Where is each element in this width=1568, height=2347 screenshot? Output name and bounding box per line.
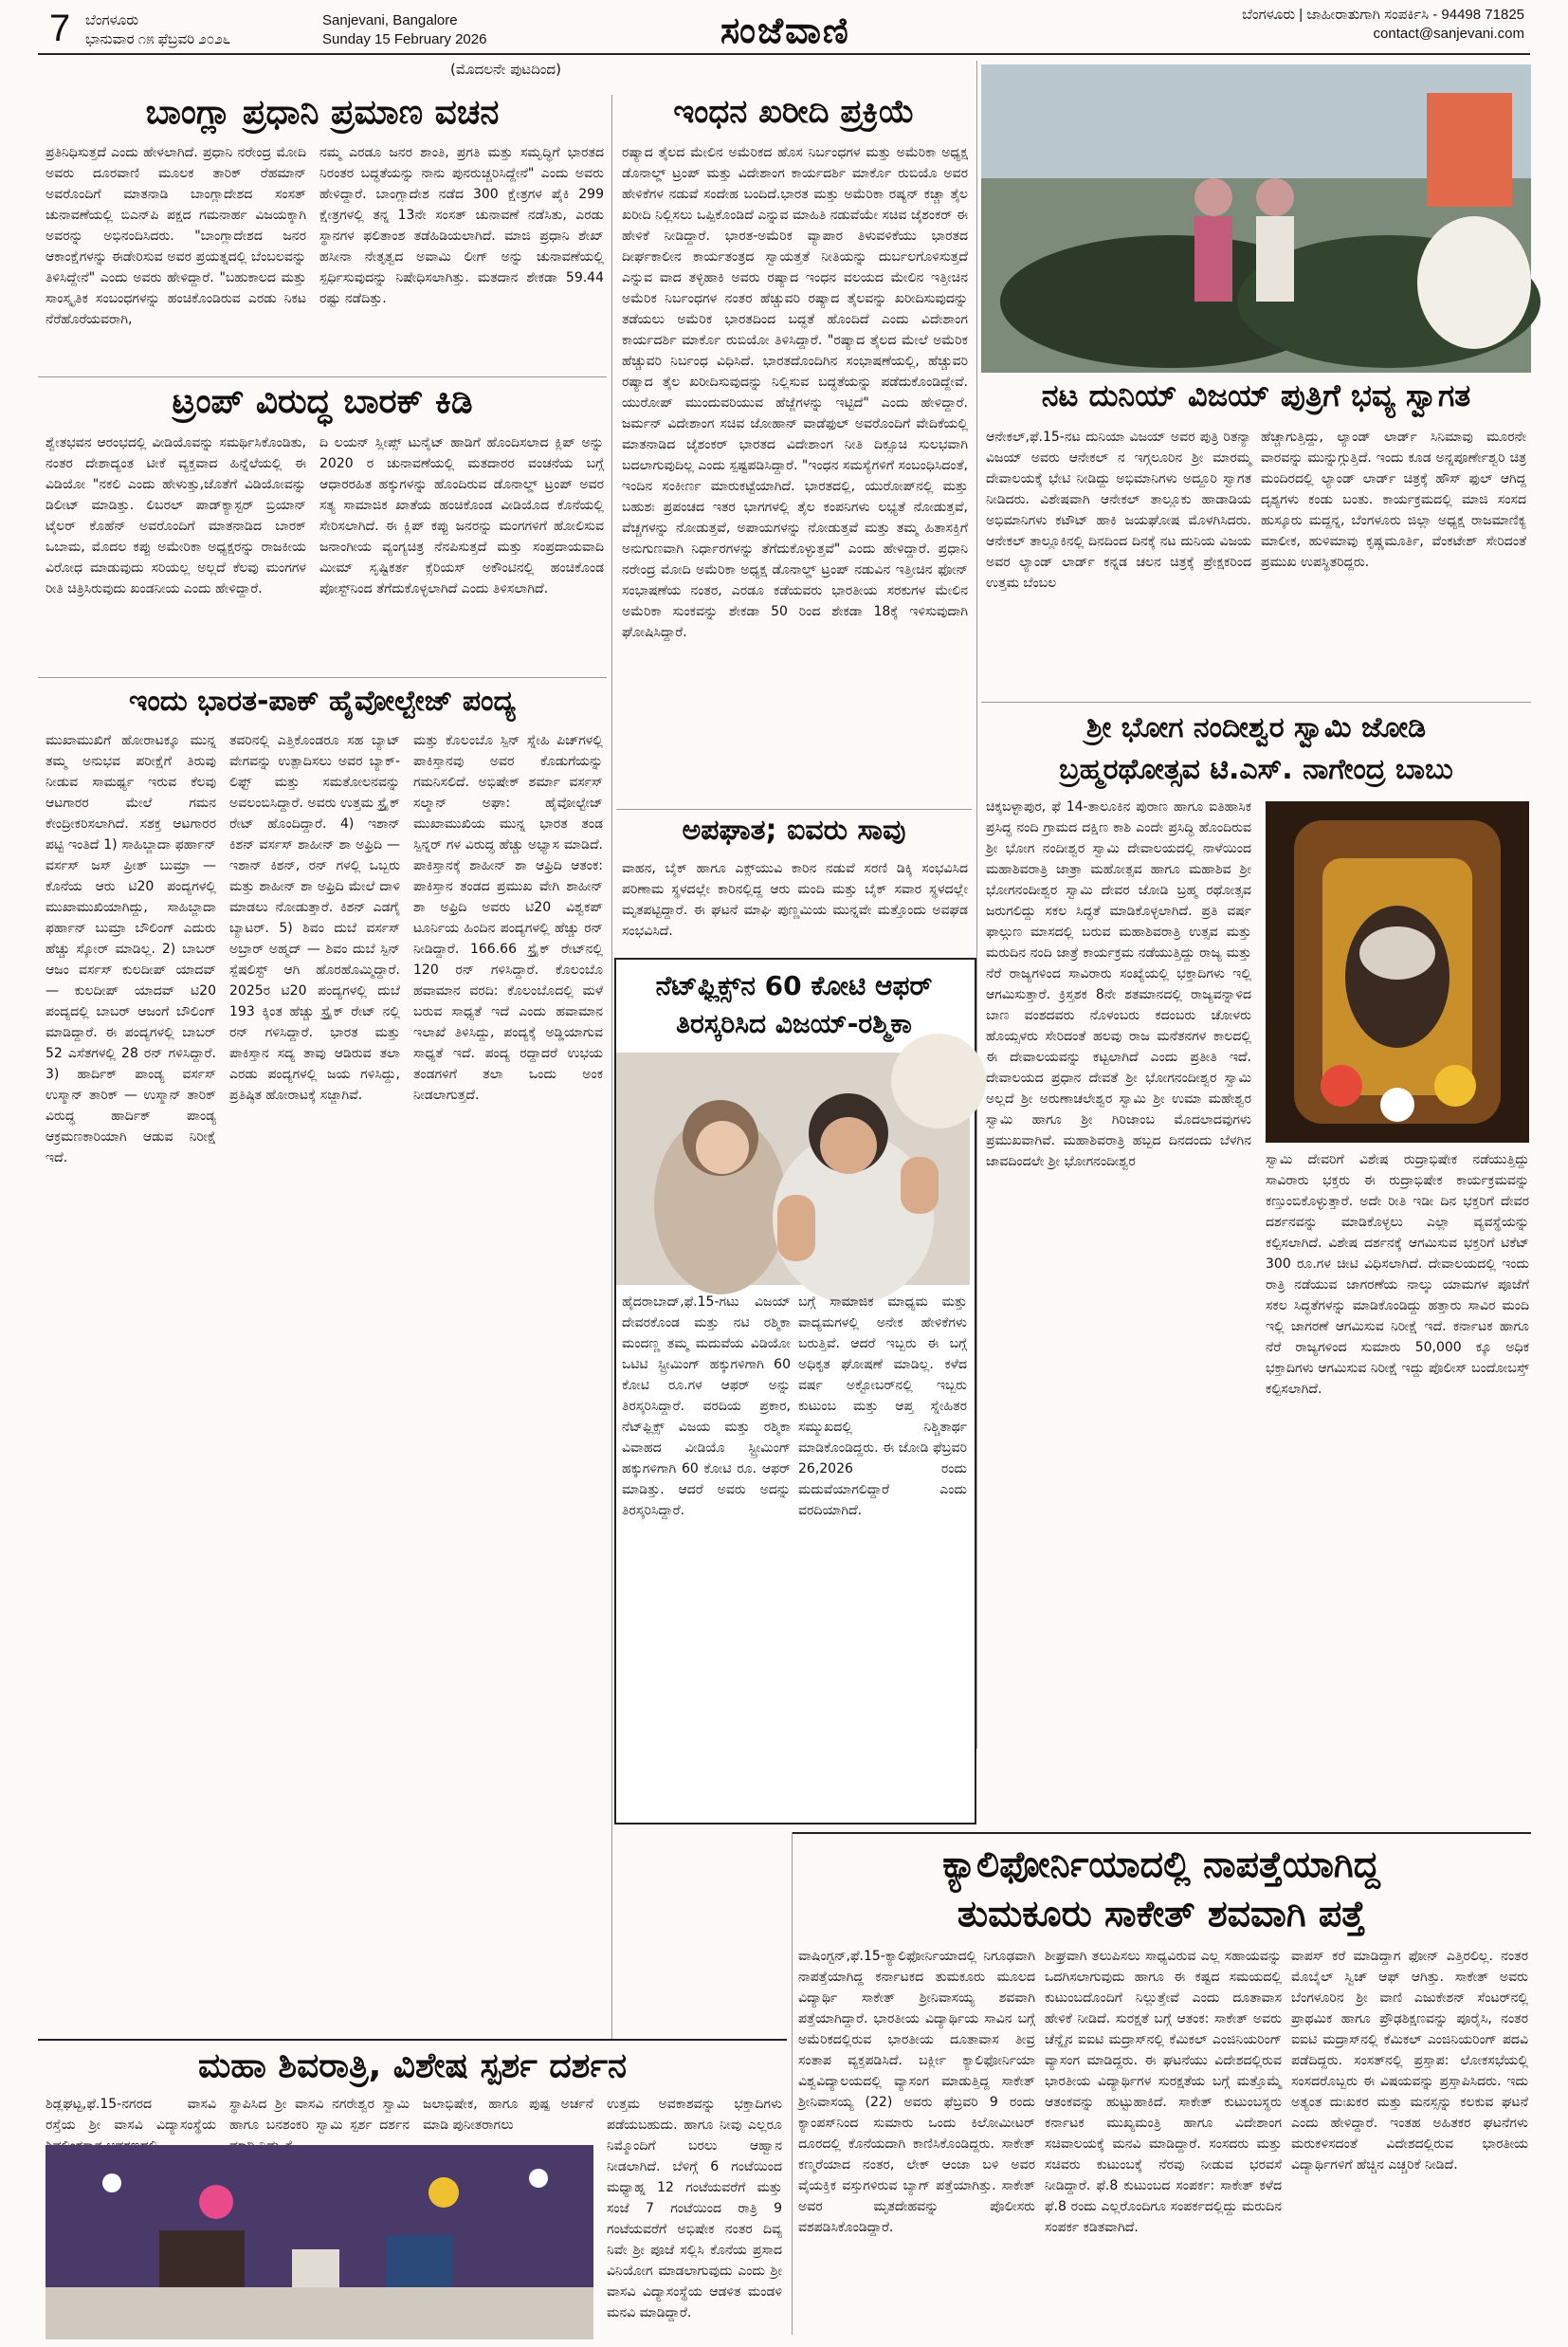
california-headline-line1: ಕ್ಯಾಲಿಫೋರ್ನಿಯಾದಲ್ಲಿ ನಾಪತ್ತೆಯಾಗಿದ್ದ: [942, 1843, 1380, 1885]
temple-headline-line1: ಶ್ರೀ ಭೋಗ ನಂದೀಶ್ವರ ಸ್ವಾಮಿ ಜೋಡಿ: [1085, 711, 1427, 744]
masthead-city-date: [85, 11, 230, 49]
divider: [792, 1832, 1531, 1834]
temple-headline: [981, 707, 1531, 791]
masthead-email[interactable]: contact@sanjevani.com: [1373, 26, 1524, 42]
page-number: 7: [49, 8, 71, 49]
masthead-date: Sunday 15 February 2026: [322, 31, 487, 47]
nandi-temple-photo: [1266, 801, 1529, 1143]
temple-col2: ಸ್ವಾಮಿ ದೇವರಿಗೆ ವಿಶೇಷ ರುದ್ರಾಭಿಷೇಕ ನಡೆಯುತ್ತಿದ್ದು ಸಾವಿರಾರು ಭಕ್ತರು ಈ ರುದ್ರಾಭಿಷೇಕ ಕಾರ್ಯಕ್ರಮವನ್ನು ಕಣ್ತುಂಬಿಕೊಳ್ಳುತ್ತಾರೆ. ಅದೇ ರೀತಿ ಇಡೀ ದಿನ ಭಕ್ತರಿಗೆ ದೇವರ ದರ್ಶನವನ್ನು ಮಾಡಿಕೊಳ್ಳಲು ಎಲ್ಲಾ ವ್ಯವಸ್ಥೆಯನ್ನು ಕಲ್ಪಿಸಲಾಗಿದೆ. ವಿಶೇಷ ದರ್ಶನಕ್ಕೆ ಆಗಮಿಸುವ ಭಕ್ತರಿಗೆ ಟಿಕೆಟ್ 300 ರೂ.ಗಳ ಚೀಟಿ ವಿಧಿಸಲಾಗಿದೆ. ದೇವಾಲಯದಲ್ಲಿ ಇಂದು ರಾತ್ರಿ ನಡೆಯುವ ಜಾಗರಣೆಯ ನಾಲ್ಕು ಯಾಮಗಳ ಪೂಜೆಗೆ ಸಕಲ ಸಿದ್ಧತೆಗಳನ್ನು ಮಾಡಿಕೊಂಡಿದ್ದು ಹತ್ತಾರು ಸಾವಿರ ಮಂದಿ ಇಲ್ಲಿ ಜಾಗರಣೆ ಆಗಮಿಸುವ ನಿರೀಕ್ಷೆ ಇದೆ. ಕರ್ನಾಟಕ ಹಾಗೂ ನೆರೆ ರಾಜ್ಯಗಳಿಂದ ಸುಮಾರು 50,000 ಕ್ಕೂ ಅಧಿಕ ಭಕ್ತಾದಿಗಳು ಆಗಮಿಸುವ ನಿರೀಕ್ಷೆ ಇದ್ದು ಪೊಲೀಸ್ ಬಂದೋಬಸ್ತ್ ಕಲ್ಪಿಸಲಾಗಿದೆ.: [1266, 1152, 1529, 1397]
cricket-col2: ತವರಿನಲ್ಲಿ ಎತ್ತಿಕೊಂಡರೂ ಸಹ ಬ್ಯಾಟ್ ವೇಗವನ್ನು ಉತ್ಪಾದಿಸಲು ಅವರ ಬ್ಯಾಕ್-ಲಿಫ್ಟ್ ಮತ್ತು ಸಮತೋಲನವನ್ನು ಅವಲಂಬಿಸಿದ್ದಾರೆ. ಅವರು ಉತ್ತಮ ಸ್ಟ್ರೈಕ್ ರೇಟ್ ಹೊಂದಿದ್ದಾರೆ. 4) ಇಶಾನ್ ಕಿಶನ್ ವರ್ಸಸ್ ಶಾಹೀನ್ ಶಾ ಅಫ್ರಿದಿ — ಇಶಾನ್ ಕಿಶನ್, ರನ್ ಗಳಲ್ಲಿ ಒಬ್ಬರು ಮತ್ತು ಶಾಹೀನ್ ಶಾ ಅಫ್ರಿದಿ ಮೇಲೆ ದಾಳಿ ಮಾಡಲು ನೋಡುತ್ತಾರೆ. ಕಿಶನ್ ಎಡಗೈ ಬ್ಯಾಟರ್. 5) ಶಿವಂ ದುಬೆ ವರ್ಸಸ್ ಅಬ್ರಾರ್ ಅಹ್ಮದ್ — ಶಿವಂ ದುಬೆ ಸ್ಪಿನ್ ಸ್ಪೆಷಲಿಸ್ಟ್ ಆಗಿ ಹೊರಹೊಮ್ಮಿದ್ದಾರೆ. 2025ರ ಟಿ20 ಪಂದ್ಯಗಳಲ್ಲಿ ದುಬೆ 193 ಕ್ಕಿಂತ ಹೆಚ್ಚು ಸ್ಟ್ರೈಕ್ ರೇಟ್ ನಲ್ಲಿ ರನ್ ಗಳಿಸಿದ್ದಾರೆ. ಭಾರತ ಮತ್ತು ಪಾಕಿಸ್ತಾನ ಸದ್ಯ ತಾವು ಆಡಿರುವ ತಲಾ ಎರಡು ಪಂದ್ಯಗಳಲ್ಲಿ ಜಯ ಗಳಿಸಿದ್ದು, ಪ್ರತಿಷ್ಠಿತ ಹೋರಾಟಕ್ಕೆ ಸಜ್ಜಾಗಿವೆ.: [229, 733, 400, 1103]
shivaratri-col1: ಶಿಡ್ಲಘಟ್ಟ,ಫೆ.15-ನಗರದ ವಾಸವಿ ರಸ್ತೆಯ ಶ್ರೀ ವಾಸವಿ ವಿದ್ಯಾಸಂಸ್ಥೆಯ: [46, 2097, 216, 2133]
masthead-date-kn: ಭಾನುವಾರ ೧೫ ಫೆಬ್ರವರಿ ೨೦೨೬: [85, 31, 230, 47]
vijay-rashmika-photo: [616, 1053, 970, 1285]
deity-photo-graphic: [1266, 801, 1529, 1143]
netflix-col1: ಹೈದರಾಬಾದ್,ಫೆ.15-ಗಟು ವಿಜಯ್ ದೇವರಕೊಂಡ ಮತ್ತು ನಟಿ ರಶ್ಮಿಕಾ ಮಂದಣ್ಣ ತಮ್ಮ ಮದುವೆಯ ವಿಡಿಯೋ ಒಟಿಟಿ ಸ್ಟ್ರೀಮಿಂಗ್ ಹಕ್ಕುಗಳಿಗಾಗಿ 60 ಕೋಟಿ ರೂ.ಗಳ ಆಫರ್ ಅನ್ನು ತಿರಸ್ಕರಿಸಿದ್ದಾರೆ. ವರದಿಯ ಪ್ರಕಾರ, ನೆಟ್‌ಫ್ಲಿಕ್ಸ್ ವಿಜಯ ಮತ್ತು ರಶ್ಮಿಕಾ ವಿವಾಹದ ವೀಡಿಯೊ ಸ್ಟ್ರೀಮಿಂಗ್ ಹಕ್ಕುಗಳಿಗಾಗಿ 60 ಕೋಟಿ ರೂ. ಆಫರ್ ಮಾಡಿತ್ತು. ಆದರೆ ಅವರು ಅದನ್ನು ತಿರಸ್ಕರಿಸಿದ್ದಾರೆ.: [622, 1294, 791, 1518]
duniya-headline: ನಟ ದುನಿಯ್ ವಿಜಯ್ ಪುತ್ರಿಗೆ ಭವ್ಯ ಸ್ವಾಗತ: [1041, 377, 1471, 413]
trump-headline: ಟ್ರಂಪ್ ವಿರುದ್ಧ ಬಾರಕ್ ಕಿಡಿ: [172, 382, 473, 421]
cricket-col1: ಮುಖಾಮುಖಿಗೆ ಹೋರಾಟಕ್ಕೂ ಮುನ್ನ ತಮ್ಮ ಅನುಭವ ಪರೀಕ್ಷೆಗೆ ತಿರುವು ನೀಡುವ ಸಾಮರ್ಥ್ಯ ಇರುವ ಕೆಲವು ಆಟಗಾರರ ಮೇಲೆ ಗಮನ ಕೇಂದ್ರೀಕರಿಸಲಾಗಿದೆ. ಸಶಕ್ತ ಆಟಗಾರರ ಪಟ್ಟಿ ಇಂತಿದೆ 1) ಸಾಹಿಬ್ಜಾದಾ ಫರ್ಹಾನ್ ವರ್ಸಸ್ ಜಸ್ ಪ್ರೀತ್ ಬುಮ್ರಾ — ಕೊನೆಯ ಆರು ಟಿ20 ಪಂದ್ಯಗಳಲ್ಲಿ ಮುಖಾಮುಖಿಯಾಗಿದ್ದು, ಸಾಹಿಬ್ಜಾದಾ ಫರ್ಹಾನ್ ಬುಮ್ರಾ ಬೌಲಿಂಗ್ ಎದುರು ಹೆಚ್ಚು ಸ್ಕೋರ್ ಮಾಡಿಲ್ಲ. 2) ಬಾಬರ್ ಆಜಂ ವರ್ಸಸ್ ಕುಲದೀಪ್ ಯಾದವ್ — ಕುಲದೀಪ್ ಯಾದವ್ ಟಿ20 ಪಂದ್ಯದಲ್ಲಿ ಬಾಬರ್ ಆಜಂ‌ಗೆ ಬೌಲಿಂಗ್ ಮಾಡಿದ್ದಾರೆ. ಈ ಪಂದ್ಯಗಳಲ್ಲಿ ಬಾಬರ್ 52 ಎಸೆತಗಳಲ್ಲಿ 28 ರನ್ ಗಳಿಸಿದ್ದಾರೆ. 3) ಹಾರ್ದಿಕ್ ಪಾಂಡ್ಯ ವರ್ಸಸ್ ಉಸ್ಮಾನ್ ತಾರಿಕ್ — ಉಸ್ಮಾನ್ ತಾರಿಕ್ ವಿರುದ್ಧ ಹಾರ್ದಿಕ್ ಪಾಂಡ್ಯ ಆಕ್ರಮಣಕಾರಿಯಾಗಿ ಆಡುವ ನಿರೀಕ್ಷೆ ಇದೆ.: [46, 733, 216, 1165]
column-divider: [976, 61, 977, 1749]
column-divider: [611, 95, 612, 2039]
cricket-headline: ಇಂದು ಭಾರತ-ಪಾಕ್ ಹೈವೋಲ್ಟೇಜ್ ಪಂದ್ಯ: [129, 685, 516, 718]
netflix-headline: [616, 967, 972, 1043]
california-col1: ವಾಷಿಂಗ್ಟನ್,ಫೆ.15-ಕ್ಯಾಲಿಫೋರ್ನಿಯಾದಲ್ಲಿ ನಿಗೂಢವಾಗಿ ನಾಪತ್ತೆಯಾಗಿದ್ದ ಕರ್ನಾಟಕದ ತುಮಕೂರು ಮೂಲದ ವಿದ್ಯಾರ್ಥಿ ಸಾಕೇತ್ ಶ್ರೀನಿವಾಸಯ್ಯ ಶವವಾಗಿ ಪತ್ತೆಯಾಗಿದ್ದಾರೆ. ಭಾರತೀಯ ವಿದ್ಯಾರ್ಥಿಯ ಸಾವಿನ ಬಗ್ಗೆ ಅಮೆರಿಕದಲ್ಲಿರುವ ಭಾರತೀಯ ದೂತಾವಾಸ ತೀವ್ರ ಸಂತಾಪ ವ್ಯಕ್ತಪಡಿಸಿದೆ. ಬರ್ಕ್ಲೀ ಕ್ಯಾಲಿಫೋರ್ನಿಯಾ ವಿಶ್ವವಿದ್ಯಾಲಯದಲ್ಲಿ ವ್ಯಾಸಂಗ ಮಾಡುತ್ತಿದ್ದ ಸಾಕೇತ್ ಶ್ರೀನಿವಾಸಯ್ಯ (22) ಅವರು ಫೆಬ್ರವರಿ 9 ರಂದು ಕ್ಯಾಂಪಸ್‌ನಿಂದ ಸುಮಾರು ಒಂದು ಕಿಲೋಮೀಟರ್ ದೂರದಲ್ಲಿ ಕೊನೆಯದಾಗಿ ಕಾಣಿಸಿಕೊಂಡಿದ್ದರು. ಸಾಕೇತ್ ಕಣ್ಮರೆಯಾದ ನಂತರ, ಲೇಕ್ ಆಂಜಾ ಬಳಿ ಅವರ ವೈಯಕ್ತಿಕ ವಸ್ತುಗಳಿರುವ ಬ್ಯಾಗ್ ಪತ್ತೆಯಾಗಿತ್ತು. ಸಾಕೇತ್ ಅವರ ಮೃತದೇಹವನ್ನು ಪೊಲೀಸರು ವಶಪಡಿಸಿಕೊಂಡಿದ್ದಾರೆ.: [798, 1949, 1035, 2235]
netflix-col2: ಬಗ್ಗೆ ಸಾಮಾಜಿಕ ಮಾಧ್ಯಮ ಮತ್ತು ವಾದ್ಯಮಗಳಲ್ಲಿ ಅನೇಕ ಹೇಳಿಕೆಗಳು ಬರುತ್ತಿವೆ. ಆದರೆ ಇಬ್ಬರು ಈ ಬಗ್ಗೆ ಅಧಿಕೃತ ಘೋಷಣೆ ಮಾಡಿಲ್ಲ. ಕಳೆದ ವರ್ಷ ಅಕ್ಟೋಬರ್‌ನಲ್ಲಿ ಇಬ್ಬರು ಕುಟುಂಬ ಮತ್ತು ಆಪ್ತ ಸ್ನೇಹಿತರ ಸಮ್ಮುಖದಲ್ಲಿ ನಿಶ್ಚಿತಾರ್ಥ ಮಾಡಿಕೊಂಡಿದ್ದರು. ಈ ಜೋಡಿ ಫೆಬ್ರವರಿ 26,2026 ರಂದು ಮದುವೆಯಾಗಲಿದ್ದಾರೆ ಎಂದು ವರದಿಯಾಗಿದೆ.: [798, 1294, 967, 1518]
fuel-headline: ಇಂಧನ ಖರೀದಿ ಪ್ರಕ್ರಿಯೆ: [673, 93, 915, 131]
divider: [38, 2039, 787, 2041]
fuel-col1: ರಷ್ಯಾದ ತೈಲದ ಮೇಲಿನ ಅಮೆರಿಕದ ಹೊಸ ನಿರ್ಬಂಧಗಳ ಮತ್ತು ಅಮೆರಿಕಾ ಅಧ್ಯಕ್ಷ ಡೊನಾಲ್ಡ್ ಟ್ರಂಪ್ ಮತ್ತು ವಿದೇಶಾಂಗ ಕಾರ್ಯದರ್ಶಿ ಮಾರ್ಕೊ ರುಬಿಯೊ ಅವರ ಹೇಳಿಕೆಗಳ ನಡುವೆ ಸಂದೇಹ ಬಂದಿದೆ.ಭಾರತ ಮತ್ತು ಅಮೆರಿಕಾ ರಷ್ಯನ್ ಕಚ್ಚಾ ತೈಲ ಖರೀದಿ ನಿಲ್ಲಿಸಲು ಒಪ್ಪಿಕೊಂಡಿದೆ ಎನ್ನುವ ಮಾಹಿತಿ ನಡುವೆಯೇ ಸಚಿವ ಜೈಶಂಕರ್ ಈ ಹೇಳಿಕೆ ನೀಡಿದ್ದಾರೆ. ಭಾರತ-ಅಮೆರಿಕ ವ್ಯಾಪಾರ ತಿಳುವಳಿಕೆಯು ಭಾರತದ ದೀರ್ಘಕಾಲೀನ ಕಾರ್ಯತಂತ್ರದ ಸ್ವಾಯತ್ತತೆ ನೀತಿಯನ್ನು ದುರ್ಬಲಗೊಳಿಸುತ್ತದೆ ಎನ್ನುವ ವಾದ ತಳ್ಳಿಹಾಕಿ ಅವರು ರಷ್ಯಾದ ಇಂಧನ ವಲಯದ ಮೇಲಿನ ಇತ್ತೀಚಿನ ಅಮೆರಿಕ ನಿರ್ಬಂಧಗಳ ನಂತರ ಹೆಚ್ಚುವರಿ ರಷ್ಯಾದ ತೈಲವನ್ನು ಖರೀದಿಸುವುದನ್ನು ತಡೆಯಲು ಅಮೆರಿಕ ಭಾರತದಿಂದ ಬದ್ಧತೆ ಹೊಂದಿದೆ ಎಂದು ವಿದೇಶಾಂಗ ಕಾರ್ಯದರ್ಶಿ ಮಾರ್ಕೊ ರುಬಿಯೋ ತಿಳಿಸಿದ್ದಾರೆ. "ರಷ್ಯಾದ ತೈಲದ ಮೇಲೆ ಅಮೆರಿಕ ಹೆಚ್ಚುವರಿ ನಿರ್ಬಂಧ ವಿಧಿಸಿದೆ. ಭಾರತದೊಂದಿಗಿನ ಸಂಭಾಷಣೆಯಲ್ಲಿ, ಹೆಚ್ಚುವರಿ ರಷ್ಯಾದ ತೈಲ ಖರೀದಿಸುವುದನ್ನು ನಿಲ್ಲಿಸುವ ಬದ್ಧತೆಯನ್ನು ಪಡೆದುಕೊಂಡಿದ್ದೇವೆ. ಯುರೋಪ್ ಮುಂದುವರಿಯುವ ಹೆಜ್ಜೆಗಳನ್ನು ಇಟ್ಟಿದೆ" ಎಂದು ಹೇಳಿದ್ದಾರೆ. ಜರ್ಮನ್ ವಿದೇಶಾಂಗ ಸಚಿವ ಜೋಹಾನ್ ವಾಡೆಫುಲ್ ಅವರೊಂದಿಗೆ ವೇದಿಕೆಯಲ್ಲಿ ಮಾತನಾಡಿದ ಜೈಶಂಕರ್ ಭಾರತದ ವಿದೇಶಾಂಗ ನೀತಿ ದಿಕ್ಸೂಚಿ ಸುಲಭವಾಗಿ ಬದಲಾಗುವುದಿಲ್ಲ ಎಂದು ಸ್ಪಷ್ಟಪಡಿಸಿದ್ದಾರೆ. "ಇಂಧನ ಸಮಸ್ಯೆಗಳಿಗೆ ಸಂಬಂಧಿಸಿದಂತೆ, ಇಂದಿನ ಸಂಕೀರ್ಣ ಮಾರುಕಟ್ಟೆಯಾಗಿದೆ. ಭಾರತದಲ್ಲಿ, ಯುರೋಪ್‌ನಲ್ಲಿ ಮತ್ತು ಬಹುಶಃ ಪ್ರಪಂಚದ ಇತರ ಭಾಗಗಳಲ್ಲಿ ತೈಲ ಕಂಪನಿಗಳು ಲಭ್ಯತೆ ನೋಡುತ್ತವೆ, ವೆಚ್ಚಗಳನ್ನು ನೋಡುತ್ತವೆ, ಅಪಾಯಗಳನ್ನು ನೋಡುತ್ತವೆ ಮತ್ತು ತಮ್ಮ ಹಿತಾಸಕ್ತಿಗೆ ಅನುಗುಣವಾಗಿ ನಿರ್ಧಾರಗಳನ್ನು ತೆಗೆದುಕೊಳ್ಳುತ್ತವೆ" ಎಂದು ಹೇಳಿದ್ದಾರೆ. ಪ್ರಧಾನಿ ನರೇಂದ್ರ ಮೋದಿ ಅಮೆರಿಕಾ ಅಧ್ಯಕ್ಷ ಡೊನಾಲ್ಡ್ ಟ್ರಂಪ್ ನಡುವಿನ ಇತ್ತೀಚಿನ ಫೋನ್ ಸಂಭಾಷಣೆಯ ನಂತರ, ಎರಡೂ ಕಡೆಯವರು ಭಾರತೀಯ ಸರಕುಗಳ ಮೇಲಿನ ಅಮೆರಿಕಾ ಸುಂಕವನ್ನು ಶೇಕಡಾ 50 ರಿಂದ ಶೇಕಡಾ 18ಕ್ಕೆ ಇಳಿಸುವುದಾಗಿ ಘೋಷಿಸಿದ್ದಾರೆ.: [622, 145, 968, 640]
california-headline: [792, 1840, 1531, 1938]
bangla-headline: ಬಾಂಗ್ಲಾ ಪ್ರಧಾನಿ ಪ್ರಮಾಣ ವಚನ: [145, 93, 500, 132]
divider: [616, 809, 972, 810]
shiva-linga-photo-graphic: [46, 2145, 593, 2339]
shivaratri-col4: ಉತ್ತಮ ಅವಕಾಶವನ್ನು ಭಕ್ತಾದಿಗಳು ಪಡೆಯಬಹುದು. ಹಾಗೂ ನೀವು ಎಲ್ಲರೂ ನಿಮ್ಮೊಂದಿಗೆ ಬರಲು ಆಹ್ವಾನ ನೀಡಲಾಗಿದೆ. ಬೆಳಿಗ್ಗೆ 6 ಗಂಟೆಯಿಂದ ಮಧ್ಯಾಹ್ನ 12 ಗಂಟೆಯವರೆಗೆ ಮತ್ತು ಸಂಜೆ 7 ಗಂಟೆಯಿಂದ ರಾತ್ರಿ 9 ಗಂಟೆಯವರೆಗೆ ಅಭಿಷೇಕ ನಂತರ ದಿವ್ಯ ನಿವೇ ಶ್ರೀ ಪೂಜೆ ಸಲ್ಲಿಸಿ ಕೊನೆಯ ಪ್ರಸಾದ ವಿನಿಯೋಗ ಮಾಡಲಾಗುವುದು ಎಂದು ಶ್ರೀ ವಾಸವಿ ವಿದ್ಯಾಸಂಸ್ಥೆಯ ಆಡಳಿತ ಮಂಡಳಿ ಮನವಿ ಮಾಡಿದ್ದಾರೆ.: [607, 2097, 782, 2320]
column-divider: [792, 1832, 793, 2335]
cricket-col3: ಮತ್ತು ಕೊಲಂಬೊ ಸ್ಪಿನ್ ಸ್ನೇಹಿ ಪಿಚ್‌ಗಳಲ್ಲಿ ಪಾಕಿಸ್ತಾನವು ಅವರ ಕೊಡುಗೆಯನ್ನು ಗಮನಿಸಲಿದೆ. ಅಭಿಷೇಕ್ ಶರ್ಮಾ ವರ್ಸಸ್ ಸಲ್ಮಾನ್ ಅಘಾ: ಹೈವೋಲ್ಟೇಜ್ ಮುಖಾಮುಖಿಯ ಮುನ್ನ ಭಾರತ ತಂಡ ಸ್ಪಿನ್ನರ್ ಗಳ ವಿರುದ್ಧ ಹೆಚ್ಚು ಅಭ್ಯಾಸ ಮಾಡಿದೆ. ಪಾಕಿಸ್ತಾನಕ್ಕೆ ಶಾಹೀನ್ ಶಾ ಆಫ್ರಿದಿ ಆತಂಕ: ಪಾಕಿಸ್ತಾನ ತಂಡದ ಪ್ರಮುಖ ವೇಗಿ ಶಾಹೀನ್ ಶಾ ಅಫ್ರಿದಿ ಅವರು ಟಿ20 ವಿಶ್ವಕಪ್ ಟೂರ್ನಿಯ ಹಿಂದಿನ ಪಂದ್ಯಗಳಲ್ಲಿ ಹೆಚ್ಚು ರನ್ ನೀಡಿದ್ದಾರೆ. 166.66 ಸ್ಟ್ರೈಕ್ ರೇಟ್‌ನಲ್ಲಿ 120 ರನ್ ಗಳಿಸಿದ್ದಾರೆ. ಕೊಲಂಬೊ ಹವಾಮಾನ ವರದಿ: ಕೊಲಂಬೊದಲ್ಲಿ ಮಳೆ ಬರುವ ಸಾಧ್ಯತೆ ಇದೆ ಎಂದು ಹವಾಮಾನ ಇಲಾಖೆ ತಿಳಿಸಿದ್ದು, ಪಂದ್ಯಕ್ಕೆ ಅಡ್ಡಿಯಾಗುವ ಸಾಧ್ಯತೆ ಇದೆ. ಪಂದ್ಯ ರದ್ದಾದರೆ ಉಭಯ ತಂಡಗಳಿಗೆ ತಲಾ ಒಂದು ಅಂಕ ನೀಡಲಾಗುತ್ತದೆ.: [413, 733, 603, 1103]
california-col3: ವಾಪಸ್ ಕರೆ ಮಾಡಿದ್ದಾಗ ಫೋನ್ ಎತ್ತಿರಲಿಲ್ಲ. ನಂತರ ಮೊಬೈಲ್ ಸ್ವಿಚ್ ಆಫ್ ಆಗಿತ್ತು. ಸಾಕೇತ್ ಅವರು ಬೆಂಗಳೂರಿನ ಶ್ರೀ ವಾಣಿ ಎಜುಕೇಶನ್ ಸೆಂಟರ್‌ನಲ್ಲಿ ಪ್ರಾಥಮಿಕ ಹಾಗೂ ಪ್ರೌಢಶಿಕ್ಷಣವನ್ನು ಪೂರೈಸಿ, ನಂತರ ಐಐಟಿ ಮದ್ರಾಸ್‌ನಲ್ಲಿ ಕೆಮಿಕಲ್ ಎಂಜಿನಿಯರಿಂಗ್ ಪದವಿ ಪಡೆದಿದ್ದರು. ಸಂಸತ್‌ನಲ್ಲಿ ಪ್ರಸ್ತಾಪ: ಲೋಕಸಭೆಯಲ್ಲಿ ಸಂಸದರೊಬ್ಬರು ಈ ವಿಷಯವನ್ನು ಪ್ರಸ್ತಾಪಿಸಿದರು. ಇದು ಅತ್ಯಂತ ದುಃಖಕರ ಮತ್ತು ಮನಸ್ಸನ್ನು ಕಲಕುವ ಘಟನೆ ಎಂದು ಹೇಳಿದ್ದಾರೆ. ಇಂತಹ ಅಹಿತಕರ ಘಟನೆಗಳು ಮರುಕಳಿಸದಂತೆ ವಿದೇಶದಲ್ಲಿರುವ ಭಾರತೀಯ ವಿದ್ಯಾರ್ಥಿಗಳಿಗೆ ಹೆಚ್ಚಿನ ಎಚ್ಚರಿಕೆ ನೀಡಿದೆ.: [1291, 1949, 1528, 2173]
netflix-headline-line2: ತಿರಸ್ಕರಿಸಿದ ವಿಜಯ್-ರಶ್ಮಿಕಾ: [676, 1008, 912, 1039]
netflix-headline-line1: ನೆಟ್‌ಫ್ಲಿಕ್ಸ್‌ನ 60 ಕೋಟಿ ಆಫರ್: [655, 970, 933, 1001]
shivaratri-col2: ಸ್ಥಾಪಿಸಿದ ಶ್ರೀ ವಾಸವಿ ನಗರೇಶ್ವರ ಸ್ವಾಮಿ ಹಾಗೂ ಬನಶಂಕರಿ ಸ್ವಾಮಿ ಸ್ಪರ್ಶ ದರ್ಶನ: [229, 2097, 410, 2133]
california-col2: ಶೀಘ್ರವಾಗಿ ತಲುಪಿಸಲು ಸಾಧ್ಯವಿರುವ ಎಲ್ಲ ಸಹಾಯವನ್ನು ಒದಗಿಸಲಾಗುವುದು ಹಾಗೂ ಈ ಕಷ್ಟದ ಸಮಯದಲ್ಲಿ ಕುಟುಂಬದೊಂದಿಗೆ ನಿಲ್ಲುತ್ತೇವೆ ಎಂದು ದೂತಾವಾಸ ಹೇಳಿಕೆ ನೀಡಿದೆ. ಸುರಕ್ಷತೆ ಬಗ್ಗೆ ಆತಂಕ: ಸಾಕೇತ್ ಅವರು ಚೆನ್ನೈನ ಐಐಟಿ ಮದ್ರಾಸ್‌ನಲ್ಲಿ ಕೆಮಿಕಲ್ ಎಂಜಿನಿಯರಿಂಗ್ ವ್ಯಾಸಂಗ ಮಾಡಿದ್ದರು. ಈ ಘಟನೆಯು ವಿದೇಶದಲ್ಲಿರುವ ಭಾರತೀಯ ವಿದ್ಯಾರ್ಥಿಗಳ ಸುರಕ್ಷತೆಯ ಬಗ್ಗೆ ಮತ್ತೊಮ್ಮೆ ಆತಂಕವನ್ನು ಹುಟ್ಟುಹಾಕಿದೆ. ಸಾಕೇತ್ ಕುಟುಂಬಸ್ಥರು ಕರ್ನಾಟಕ ಮುಖ್ಯಮಂತ್ರಿ ಹಾಗೂ ವಿದೇಶಾಂಗ ಸಚಿವಾಲಯಕ್ಕೆ ಮನವಿ ಮಾಡಿದ್ದಾರೆ. ಸಂಸದರು ಮತ್ತು ಸಚಿವರು ಕುಟುಂಬಕ್ಕೆ ನೆರವು ನೀಡುವ ಭರವಸೆ ನೀಡಿದ್ದಾರೆ. ಫೆ.8 ಕುಟುಂಬದ ಸಂಪರ್ಕ: ಸಾಕೇತ್ ಕಳೆದ ಫೆ.8 ರಂದು ಎಲ್ಲರೊಂದಿಗೂ ಸಂಪರ್ಕದಲ್ಲಿದ್ದು ಮರುದಿನ ಸಂಪರ್ಕ ಕಡಿತವಾಗಿದೆ.: [1045, 1949, 1282, 2235]
masthead-city: ಬೆಂಗಳೂರು: [85, 12, 139, 28]
divider: [38, 677, 607, 678]
bangla-col1: ಪ್ರತಿನಿಧಿಸುತ್ತದೆ ಎಂದು ಹೇಳಲಾಗಿದೆ. ಪ್ರಧಾನಿ ನರೇಂದ್ರ ಮೋದಿ ಅವರು ದೂರವಾಣಿ ಮೂಲಕ ತಾರಿಕ್ ರೆಹಮಾನ್ ಅವರೊಂದಿಗೆ ಮಾತನಾಡಿ ಬಾಂಗ್ಲಾದೇಶದ ಸಂಸತ್ ಚುನಾವಣೆಯಲ್ಲಿ ಬಿಎನ್‌ಪಿ ಪಕ್ಷದ ಗಮನಾರ್ಹ ವಿಜಯಕ್ಕಾಗಿ ಅವರನ್ನು ಅಭಿನಂದಿಸಿದರು. "ಬಾಂಗ್ಲಾದೇಶದ ಜನರ ಆಕಾಂಕ್ಷೆಗಳನ್ನು ಈಡೇರಿಸುವ ಅವರ ಪ್ರಯತ್ನದಲ್ಲಿ ಬೆಂಬಲವನ್ನು ತಿಳಿಸಿದ್ದೇನೆ" ಎಂದು ಅವರು ಹೇಳಿದ್ದಾರೆ. "ಬಹುಕಾಲದ ಮತ್ತು ಸಾಂಸ್ಕೃತಿಕ ಸಂಬಂಧಗಳನ್ನು ಹಂಚಿಕೊಂಡಿರುವ ಎರಡು ನಿಕಟ ನೆರೆಹೊರೆಯವರಾಗಿ,: [46, 145, 306, 327]
temple-headline-line2: ಬ್ರಹ್ಮರಥೋತ್ಸವ ಟಿ.ಎಸ್. ನಾಗೇಂದ್ರ ಬಾಬು: [1059, 753, 1453, 786]
duniya-vijay-daughter-photo: [981, 64, 1531, 373]
masthead-rule: [38, 53, 1530, 55]
trump-col2: ದಿ ಲಯನ್ ಸ್ಲೀಪ್ಸ್ ಟುನೈಟ್ ಹಾಡಿಗೆ ಹೊಂದಿಸಲಾದ ಕ್ಲಿಪ್ ಅನ್ನು 2020 ರ ಚುನಾವಣೆಯಲ್ಲಿ ಮತದಾರರ ವಂಚನೆಯ ಬಗ್ಗೆ ಆಧಾರರಹಿತ ಹಕ್ಕುಗಳನ್ನು ಹೊಂದಿರುವ ಡೊನಾಲ್ಡ್ ಟ್ರಂಪ್ ಅವರ ಸತ್ಯ ಸಾಮಾಜಿಕ ಖಾತೆಯ ಹಂಚಿಕೊಂಡ ವೀಡಿಯೊದ ಕೊನೆಯಲ್ಲಿ ಸೇರಿಸಲಾಗಿದೆ. ಈ ಕ್ಲಿಪ್ ಕಪ್ಪು ಜನರನ್ನು ಮಂಗಗಳಿಗೆ ಹೋಲಿಸುವ ಜನಾಂಗೀಯ ವ್ಯಂಗ್ಯಚಿತ್ರ ನೆನಪಿಸುತ್ತದೆ ಮತ್ತು ಸಂಪ್ರದಾಯವಾದಿ ಮೀಮ್ ಸೃಷ್ಟಿಕರ್ತ ಕ್ಸೆರಿಯಸ್‌ ಅಕೌಂಟಿನಲ್ಲಿ ಹಂಚಿಕೊಂಡ ಪೋಸ್ಟ್‌ನಿಂದ ತೆಗೆದುಕೊಳ್ಳಲಾಗಿದೆ ಎಂದು ತಿಳಿಸಲಾಗಿದೆ.: [319, 435, 604, 596]
accident-headline: ಅಪಘಾತ; ಐವರು ಸಾವು: [682, 814, 906, 847]
masthead-edition: [322, 11, 486, 49]
trump-col1: ಶ್ವೇತಭವನ ಆರಂಭದಲ್ಲಿ ವೀಡಿಯೊವನ್ನು ಸಮರ್ಥಿಸಿಕೊಂಡಿತು, ನಂತರ ದೇಶಾದ್ಯಂತ ಟೀಕೆ ವ್ಯಕ್ತವಾದ ಹಿನ್ನೆಲೆಯಲ್ಲಿ ಈ ವಿಡಿಯೋ "ನಕಲಿ ಎಂದು ಹೇಳುತ್ತು,ಜೊತೆಗೆ ವಿಡಿಯೋವನ್ನು ಡಿಲೀಟ್ ಮಾಡಿತ್ತು. ಲಿಬರಲ್ ಪಾಡ್‌ಕ್ಯಾಸ್ಟರ್ ಬ್ರಿಯಾನ್ ಟೈಲರ್ ಕೊಹೆನ್ ಅವರೊಂದಿಗೆ ಮಾತನಾಡಿದ ಬಾರಕ್ ಒಬಾಮ, ಮೊದಲ ಕಪ್ಪು ಅಮೇರಿಕಾ ಅಧ್ಯಕ್ಷರನ್ನು ರಾಜಕೀಯ ವಿರೋಧ ಮಾಡುವುದು ಸರಿಯಲ್ಲ ಅಲ್ಲದೆ ಕೆಲವು ಮಂಗಗಳ ರೀತಿ ಚಿತ್ರಿಸಿರುವುದು ಖಂಡನೀಯ ಎಂದು ಹೇಳಿದ್ದಾರೆ.: [46, 435, 306, 596]
continued-label: (ಮೊದಲನೇ ಪುಟದಿಂದ): [450, 61, 561, 78]
logo-text: ಸಂಜೆವಾಣಿ: [720, 9, 850, 51]
divider: [981, 702, 1531, 703]
shivaratri-col3: ಜಲಾಭಿಷೇಕ, ಹಾಗೂ ಪುಷ್ಪ ಅರ್ಚನೆ ಮಾಡಿ ಪುನೀತರಾಗಲು: [423, 2097, 593, 2133]
bangla-col2: ನಮ್ಮ ಎರಡೂ ಜನರ ಶಾಂತಿ, ಪ್ರಗತಿ ಮತ್ತು ಸಮೃದ್ಧಿಗೆ ಭಾರತದ ನಿರಂತರ ಬದ್ಧತೆಯನ್ನು ನಾನು ಪುನರುಚ್ಚರಿಸಿದ್ದೇನೆ" ಎಂದು ಅವರು ಹೇಳಿದ್ದಾರೆ. ಬಾಂಗ್ಲಾದೇಶ ನಡೆದ 300 ಕ್ಷೇತ್ರಗಳ ಪೈಕಿ 299 ಕ್ಷೇತ್ರಗಳಲ್ಲಿ ತನ್ನ 13ನೇ ಸಂಸತ್ ಚುನಾವಣೆ ನಡೆಸಿತು, ಎರಡು ಸ್ಥಾನಗಳ ಫಲಿತಾಂಶ ತಡೆಹಿಡಿಯಲಾಗಿದೆ. ಮಾಜಿ ಪ್ರಧಾನಿ ಶೇಖ್ ಹಸೀನಾ ನೇತೃತ್ವದ ಅವಾಮಿ ಲೀಗ್ ಅನ್ನು ಚುನಾವಣೆಯಲ್ಲಿ ಸ್ಪರ್ಧಿಸುವುದನ್ನು ನಿಷೇಧಿಸಲಾಗಿತ್ತು. ಮತದಾನ ಶೇಕಡಾ 59.44 ರಷ್ಟು ನಡೆದಿತ್ತು.: [319, 145, 604, 306]
divider: [38, 376, 607, 377]
couple-photo-graphic: [616, 1053, 970, 1285]
duniya-col2: ಹೆಚ್ಚಾಗುತ್ತಿದ್ದು, ಲ್ಯಾಂಡ್ ಲಾರ್ಡ್ ಸಿನಿಮಾವು ಮೂರನೇ ವಾರವನ್ನು ಮುನ್ನುಗ್ಗುತ್ತಿದೆ. ಇಂದು ಕೂಡ ಅನ್ನಪೂರ್ಣೇಶ್ವರಿ ಚಿತ್ರ ಮಂದಿರದಲ್ಲಿ ಲ್ಯಾಂಡ್ ಲಾರ್ಡ್ ಚಿತ್ರಕ್ಕೆ ಹೌಸ್ ಫುಲ್ ಆಗಿದ್ದ ದೃಶ್ಯಗಳು ಕಂಡು ಬಂತು. ಕಾರ್ಯಕ್ರಮದಲ್ಲಿ ಮಾಜಿ ಸಂಸದ ಹುಸ್ಕೂರು ಮದ್ದನ್ನ, ಬೆಂಗಳೂರು ಜಿಲ್ಲಾ ಅಧ್ಯಕ್ಷ ರಾಜಮಾಣಿಕ್ಯ ಮಾಲೀಕ, ಹುಳಿಮಾವು ಕೃಷ್ಣಮೂರ್ತಿ, ವೆಂಕಟೇಶ್ ಸೇರಿದಂತೆ ಪ್ರಮುಖ ಉಪಸ್ಥಿತರಿದ್ದರು.: [1261, 430, 1526, 570]
california-headline-line2: ತುಮಕೂರು ಸಾಕೇತ್ ಶವವಾಗಿ ಪತ್ತೆ: [957, 1893, 1366, 1934]
newspaper-logo: [720, 9, 850, 52]
masthead-edition-name: Sanjevani, Bangalore: [322, 12, 458, 28]
temple-col1: ಚಿಕ್ಕಬಳ್ಳಾಪುರ, ಫೆ 14-ತಾಲೂಕಿನ ಪುರಾಣ ಹಾಗೂ ಐತಿಹಾಸಿಕ ಪ್ರಸಿದ್ಧ ನಂದಿ ಗ್ರಾಮದ ದಕ್ಷಿಣ ಕಾಶಿ ಎಂದೇ ಪ್ರಸಿದ್ಧಿ ಹೊಂದಿರುವ ಶ್ರೀ ಭೋಗ ನಂದೀಶ್ವರ ಸ್ವಾಮಿ ದೇವಾಲಯದಲ್ಲಿ ನಾಳೆಯಿಂದ ಮಹಾಶಿವರಾತ್ರಿ ಜಾತ್ರಾ ಮಹೋತ್ಸವ ಹಾಗೂ ಮಹಾಶಿವ ಶ್ರೀ ಭೋಗನಂದೀಶ್ವರ ಸ್ವಾಮಿ ದೇವರ ಜೋಡಿ ಬ್ರಹ್ಮ ರಥೋತ್ಸವ ಜರುಗಲಿದ್ದು ಸಕಲ ಸಿದ್ಧತೆ ಮಾಡಿಕೊಳ್ಳಲಾಗಿದೆ. ಪ್ರತಿ ವರ್ಷ ಫಾಲ್ಗುಣ ಮಾಸದಲ್ಲಿ ಬರುವ ಮಹಾಶಿವರಾತ್ರಿ ಉತ್ಸವ ಮತ್ತು ಮರುದಿನ ನಂದಿ ಜಾತ್ರೆ ಕಾರ್ಯಕ್ರಮ ನಡೆಯುತ್ತಿದ್ದು ರಾಜ್ಯ ಮತ್ತು ನೆರೆ ರಾಜ್ಯಗಳಿಂದ ಸಾವಿರಾರು ಸಂಖ್ಯೆಯಲ್ಲಿ ಭಕ್ತಾದಿಗಳು ಇಲ್ಲಿ ಆಗಮಿಸುತ್ತಾರೆ. ಕ್ರಿಸ್ತಶಕ 8ನೇ ಶತಮಾನದಲ್ಲಿ ರಾಜ್ಯವನ್ನಾಳಿದ ಬಾಣ ವಂಶದವರು ನೊಳಂಬರು ಕದಂಬರು ಚೋಳರು ಹೊಯ್ಸಳರು ಸೇರಿದಂತೆ ಹಲವು ರಾಜ ಮನೆತನಗಳ ಕಾಲದಲ್ಲಿ ಈ ದೇವಾಲಯವನ್ನು ಕಟ್ಟಲಾಗಿದೆ ಎಂದು ಪ್ರತೀತಿ ಇದೆ. ದೇವಾಲಯದ ಪ್ರಧಾನ ದೇವತೆ ಶ್ರೀ ಭೋಗನಂದೀಶ್ವರ ಸ್ವಾಮಿ ಅಲ್ಲದೆ ಶ್ರೀ ಅರುಣಾಚಲೇಶ್ವರ ಸ್ವಾಮಿ ಶ್ರೀ ಉಮಾ ಮಹೇಶ್ವರ ಸ್ವಾಮಿ ಹಾಗೂ ಶ್ರೀ ಗಿರಿಜಾಂಬ ಮೊದಲಾದವುಗಳು ಪ್ರಮುಖವಾಗಿವೆ. ಮಹಾಶಿವರಾತ್ರಿ ಹಬ್ಬದ ದಿನದಂದು ಬೆಳಗಿನ ಜಾವದಿಂದಲೇ ಶ್ರೀ ಭೋಗನಂದೀಶ್ವರ: [986, 799, 1251, 1169]
crowd-photo-graphic: [981, 64, 1531, 373]
masthead-contact: [1242, 6, 1524, 44]
shivaratri-headline: ಮಹಾ ಶಿವರಾತ್ರಿ, ವಿಶೇಷ ಸ್ಪರ್ಶ ದರ್ಶನ: [197, 2046, 628, 2085]
shivaratri-photo: [46, 2145, 593, 2339]
accident-col1: ವಾಹನ, ಬೈಕ್ ಹಾಗೂ ಎಕ್ಸ್‌ಯುವಿ ಕಾರಿನ ನಡುವೆ ಸರಣಿ ಡಿಕ್ಕಿ ಸಂಭವಿಸಿದ ಪರಿಣಾಮ ಸ್ಥಳದಲ್ಲೇ ಕಾರಿನಲ್ಲಿದ್ದ ಆರು ಮಂದಿ ಮತ್ತು ಬೈಕ್ ಸವಾರ ಸ್ಥಳದಲ್ಲೇ ಮೃತಪಟ್ಟಿದ್ದಾರೆ. ಈ ಘಟನೆ ಮಾಘಿ ಪುಣ್ಣಮಿಯ ಮುನ್ನವೇ ಮತ್ತೊಂದು ಅವಘಡ ಸಂಭವಿಸಿದೆ.: [622, 861, 968, 939]
duniya-col1: ಆನೇಕಲ್,ಫೆ.15-ನಟ ದುನಿಯಾ ವಿಜಯ್ ಅವರ ಪುತ್ರಿ ರಿತನ್ಯಾ ವಿಜಯ್ ಅವರು ಆನೇಕಲ್‌ ನ ಇಗ್ಗಲೂರಿನ ಶ್ರೀ ಮಾರಮ್ಮ ದೇವಾಲಯಕ್ಕೆ ಭೇಟಿ ನೀಡಿದ್ದು ಅಭಿಮಾನಿಗಳು ಅದ್ದೂರಿ ಸ್ವಾಗತ ನೀಡಿದರು. ವಿಶೇಷವಾಗಿ ಆನೇಕಲ್ ತಾಲ್ಲೂಕು ಹಾಡಾಡಿಯ ಅಭಿಮಾನಿಗಳು ಕಟೌಟ್ ಹಾಕಿ ಜಯಘೋಷ ಮೊಳಗಿಸಿದರು. ಆನೇಕಲ್ ತಾಲ್ಲೂಕಿನಲ್ಲಿ ದಿನದಿಂದ ದಿನಕ್ಕೆ ನಟ ದುನಿಯ ವಿಜಯ ಅವರ ಲ್ಯಾಂಡ್ ಲಾರ್ಡ್ ಕನ್ನಡ ಚಲನ ಚಿತ್ರಕ್ಕೆ ಪ್ರೇಕ್ಷಕರಿಂದ ಉತ್ತಮ ಬೆಂಬಲ: [986, 430, 1251, 591]
masthead-contact-line: ಬೆಂಗಳೂರು | ಜಾಹೀರಾತುಗಾಗಿ ಸಂಪರ್ಕಿಸಿ - 94498 71825: [1242, 7, 1524, 23]
